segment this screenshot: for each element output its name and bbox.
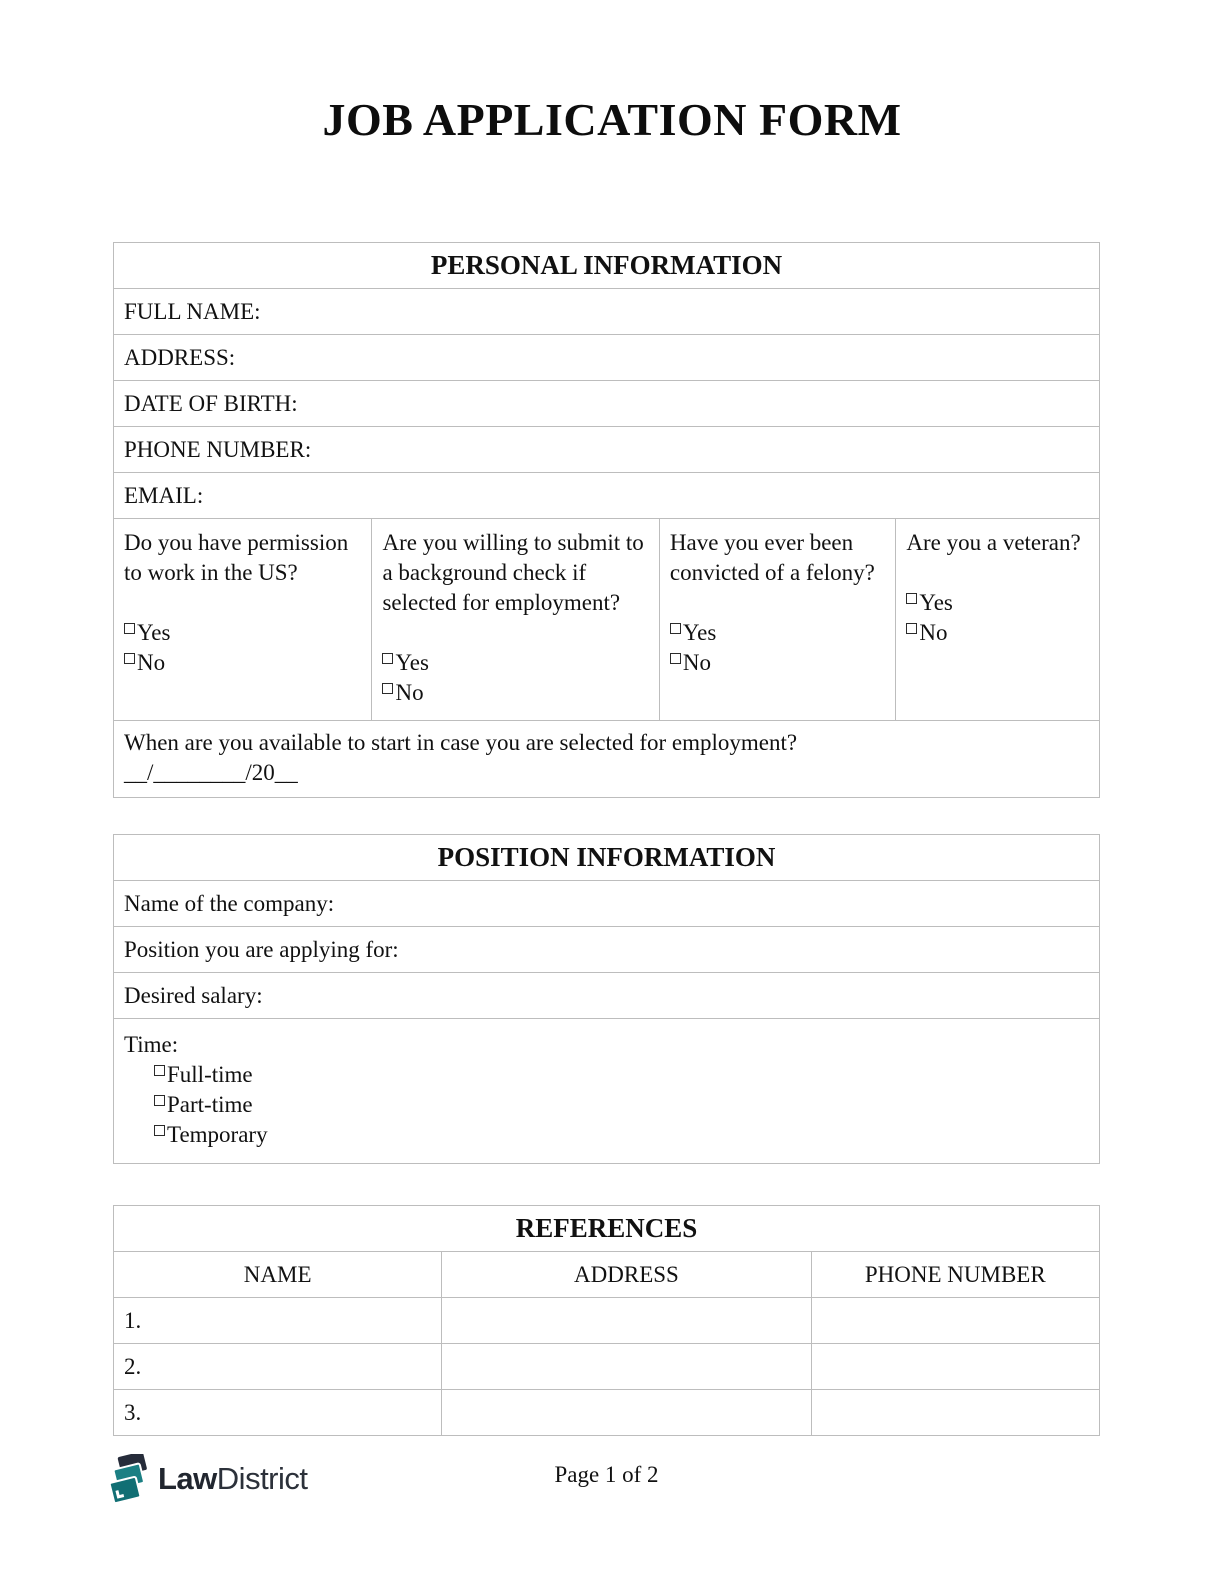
option-no — [382, 678, 648, 708]
yes-label: Yes — [137, 620, 171, 645]
email-label: EMAIL: — [124, 482, 204, 508]
option-full-time — [124, 1060, 1089, 1090]
no-checkbox[interactable] — [670, 653, 681, 664]
option-no — [906, 618, 1089, 648]
time-options-block — [114, 1019, 1099, 1163]
no-label: No — [395, 680, 424, 705]
question-text: Are you willing to submit to a background check if selected for employment? — [382, 530, 644, 615]
question-text: Are you a veteran? — [906, 530, 1081, 555]
no-label: No — [682, 650, 711, 675]
column-header-phone-number: PHONE NUMBER — [811, 1252, 1099, 1297]
address-field — [114, 335, 1099, 381]
reference-address-cell — [441, 1298, 810, 1343]
option-part-time — [124, 1090, 1089, 1120]
page-footer — [113, 1452, 1100, 1508]
availability-answer-line: __/________/20__ — [124, 760, 298, 785]
company-name-field — [114, 881, 1099, 927]
column-header-address: ADDRESS — [441, 1252, 810, 1297]
position-applied-field — [114, 927, 1099, 973]
column-header-name: NAME — [243, 1261, 312, 1287]
spacer — [382, 618, 648, 648]
reference-phone-cell — [811, 1390, 1099, 1435]
reference-phone-cell — [811, 1298, 1099, 1343]
temporary-checkbox[interactable] — [154, 1125, 165, 1136]
availability-row — [114, 721, 1099, 797]
phone-number-label: PHONE NUMBER: — [124, 436, 312, 462]
question-veteran — [895, 519, 1099, 720]
option-yes — [382, 648, 648, 678]
page-title: JOB APPLICATION FORM — [322, 94, 902, 145]
option-temporary — [124, 1120, 1089, 1150]
option-no — [124, 648, 361, 678]
time-label: Time: — [124, 1032, 179, 1057]
question-text: Do you have permission to work in the US? — [124, 530, 349, 585]
reference-row-1 — [114, 1298, 1099, 1344]
brand-law: Law — [158, 1461, 217, 1496]
question-felony — [659, 519, 896, 720]
reference-number-cell: 1. — [124, 1307, 142, 1333]
reference-row-3 — [114, 1390, 1099, 1435]
spacer — [670, 588, 886, 618]
eligibility-questions-row — [114, 519, 1099, 721]
no-checkbox[interactable] — [124, 653, 135, 664]
desired-salary-label: Desired salary: — [124, 982, 263, 1008]
full-time-checkbox[interactable] — [154, 1065, 165, 1076]
date-of-birth-field — [114, 381, 1099, 427]
option-no — [670, 648, 886, 678]
question-work-permission — [114, 519, 371, 720]
no-checkbox[interactable] — [906, 623, 917, 634]
date-of-birth-label: DATE OF BIRTH: — [124, 390, 298, 416]
position-information-table — [113, 834, 1100, 1164]
references-column-headers — [114, 1252, 1099, 1298]
yes-checkbox[interactable] — [382, 653, 393, 664]
brand-district: District — [216, 1461, 308, 1496]
personal-information-table — [113, 242, 1100, 798]
phone-number-field — [114, 427, 1099, 473]
company-name-label: Name of the company: — [124, 890, 335, 916]
no-checkbox[interactable] — [382, 683, 393, 694]
question-text: Have you ever been convicted of a felony? — [669, 530, 875, 585]
yes-checkbox[interactable] — [670, 623, 681, 634]
document-content — [113, 242, 1100, 1436]
position-information-header: POSITION INFORMATION — [114, 835, 1099, 881]
yes-checkbox[interactable] — [906, 593, 917, 604]
reference-address-cell — [441, 1390, 810, 1435]
desired-salary-field — [114, 973, 1099, 1019]
yes-checkbox[interactable] — [124, 623, 135, 634]
yes-label: Yes — [919, 590, 953, 615]
reference-number-cell: 2. — [124, 1353, 142, 1379]
part-time-label: Part-time — [167, 1092, 253, 1117]
yes-label: Yes — [682, 620, 717, 645]
page-number: Page 1 of 2 — [554, 1462, 659, 1487]
availability-question: When are you available to start in case you are selected for employment? — [124, 730, 798, 755]
address-label: ADDRESS: — [124, 344, 236, 370]
question-background-check — [371, 519, 658, 720]
reference-row-2 — [114, 1344, 1099, 1390]
full-name-field — [114, 289, 1099, 335]
full-time-label: Full-time — [167, 1062, 253, 1087]
no-label: No — [137, 650, 166, 675]
position-applied-label: Position you are applying for: — [124, 936, 399, 962]
full-name-label: FULL NAME: — [124, 298, 261, 324]
reference-phone-cell — [811, 1344, 1099, 1389]
spacer — [906, 558, 1089, 588]
option-yes — [124, 618, 361, 648]
references-header: REFERENCES — [114, 1206, 1099, 1252]
personal-information-header: PERSONAL INFORMATION — [114, 243, 1099, 289]
part-time-checkbox[interactable] — [154, 1095, 165, 1106]
references-table — [113, 1205, 1100, 1436]
temporary-label: Temporary — [167, 1122, 268, 1147]
reference-address-cell — [441, 1344, 810, 1389]
no-label: No — [919, 620, 948, 645]
spacer — [124, 588, 361, 618]
option-yes — [906, 588, 1089, 618]
option-yes — [670, 618, 886, 648]
reference-number-cell: 3. — [124, 1399, 142, 1425]
yes-label: Yes — [395, 650, 429, 675]
email-field — [114, 473, 1099, 519]
